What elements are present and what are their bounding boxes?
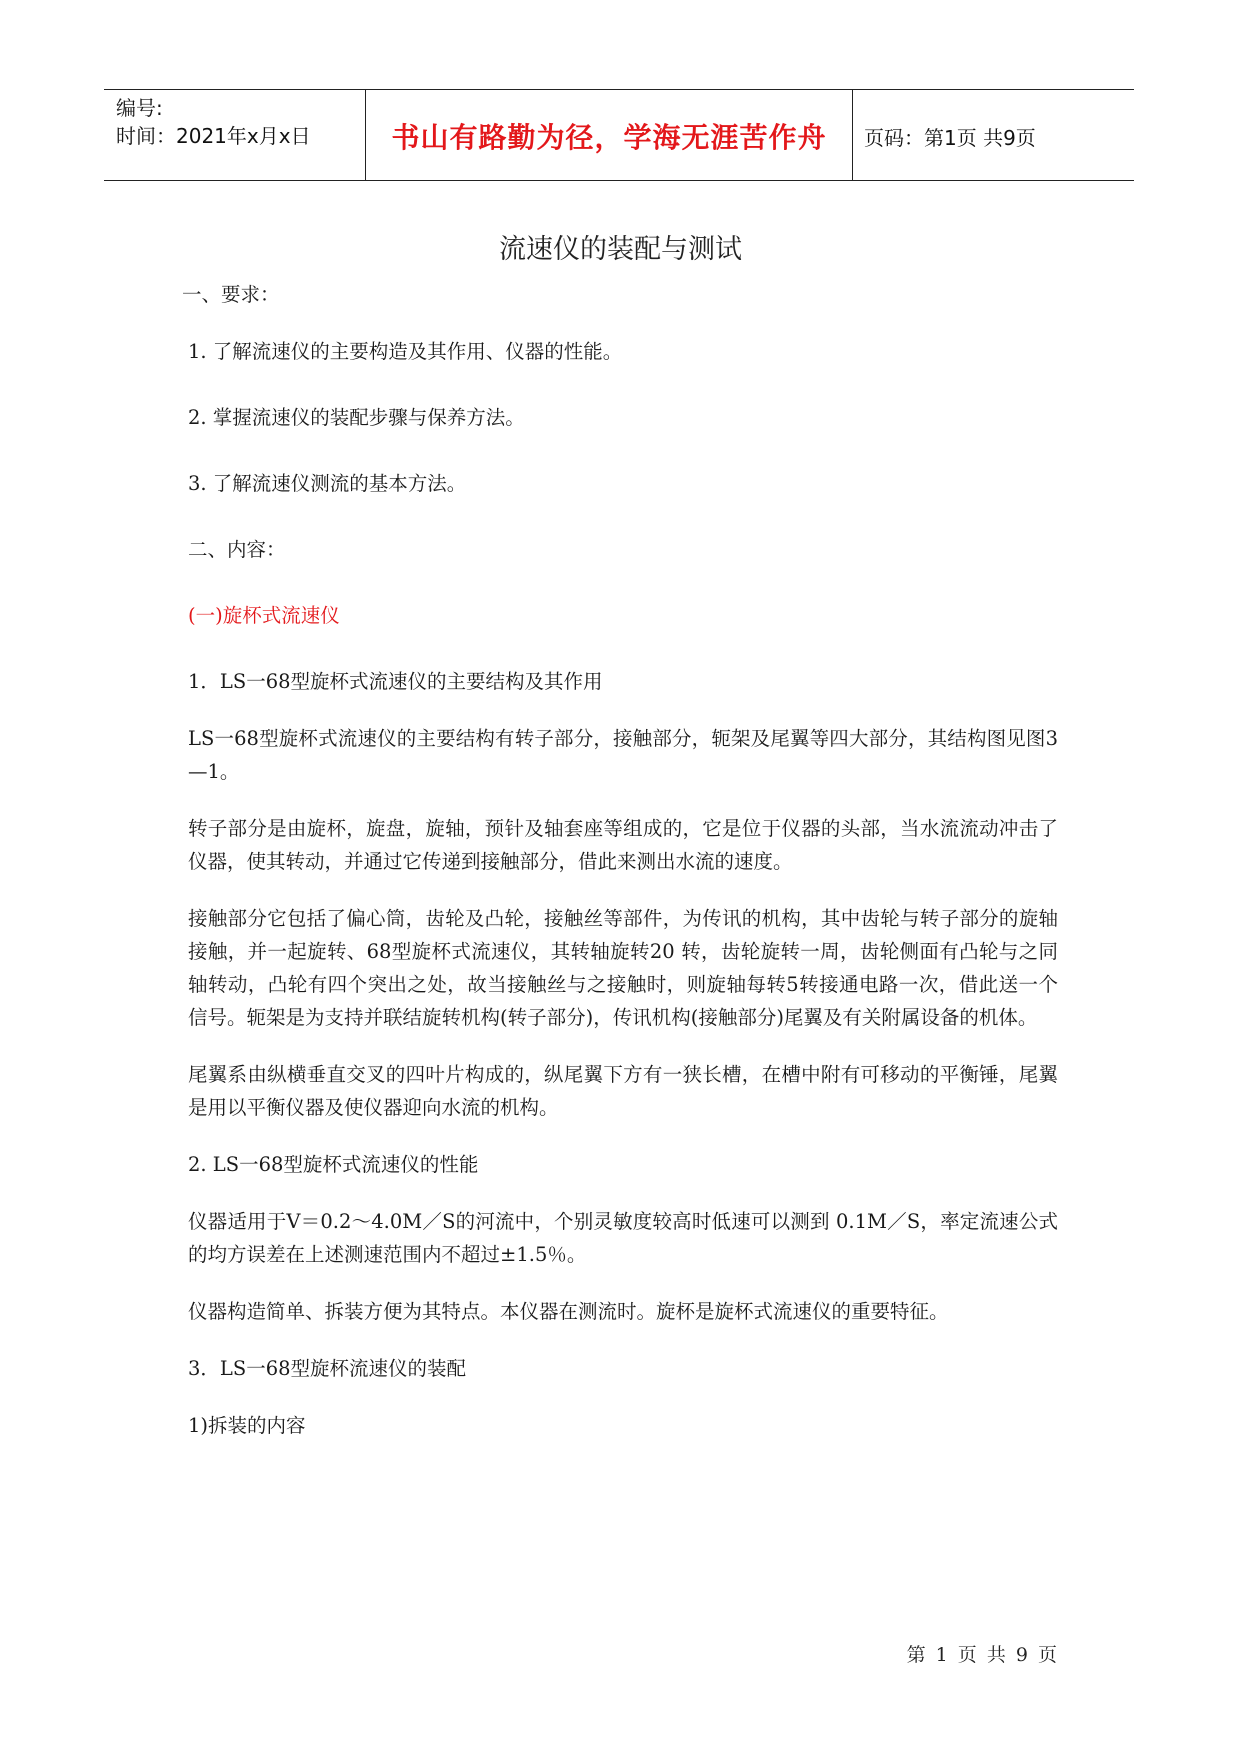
structure-heading: 1．LS一68型旋杯式流速仪的主要结构及其作用	[188, 670, 603, 693]
contact-paragraph: 接触部分它包括了偏心筒，齿轮及凸轮，接触丝等部件，为传讯的机构，其中齿轮与转子部分的旋轴接触，并一起旋转、68型旋杯式流速仪，其转轴旋转20 转，齿轮旋转一周，齿轮侧面有凸轮与之同轴转动，凸轮有四个突出之处，故当接触丝与之接触时，则旋轴每转5转接通电路一次，借此送一个信号。轭架是为支持并联结旋转机构(转子部分)，传讯机构(接触部分)尾翼及有关附属设备的机体。	[188, 907, 1058, 1029]
rotor-paragraph: 转子部分是由旋杯，旋盘，旋轴，预针及轴套座等组成的，它是位于仪器的头部，当水流流动冲击了仪器，使其转动，并通过它传递到接触部分，借此来测出水流的速度。	[188, 817, 1058, 873]
structure-paragraph: LS一68型旋杯式流速仪的主要结构有转子部分，接触部分，轭架及尾翼等四大部分，其结构图见图3—1。	[188, 727, 1058, 783]
header-page-code: 页码：第1页 共9页	[864, 126, 1036, 150]
page-header	[104, 89, 1134, 181]
requirements-heading: 一、要求：	[182, 283, 280, 306]
tail-paragraph: 尾翼系由纵横垂直交叉的四叶片构成的，纵尾翼下方有一狭长槽，在槽中附有可移动的平衡锤，尾翼是用以平衡仪器及使仪器迎向水流的机构。	[188, 1063, 1058, 1119]
disassembly-subheading: 1)拆装的内容	[188, 1414, 306, 1437]
header-motto: 书山有路勤为径，学海无涯苦作舟	[391, 121, 827, 154]
requirement-item-1: 1. 了解流速仪的主要构造及其作用、仪器的性能。	[188, 340, 623, 363]
time-label: 时间：2021年x月x日	[116, 124, 311, 148]
content-heading: 二、内容：	[188, 538, 286, 561]
header-meta	[116, 94, 366, 150]
serial-number-label: 编号:	[116, 96, 163, 120]
requirement-item-3: 3. 了解流速仪测流的基本方法。	[188, 472, 467, 495]
page-footer: 第 1 页 共 9 页	[906, 1644, 1059, 1666]
cup-type-subheading: (一)旋杯式流速仪	[188, 604, 340, 627]
header-divider-right	[852, 90, 853, 180]
feature-paragraph: 仪器构造简单、拆装方便为其特点。本仪器在测流时。旋杯是旋杯式流速仪的重要特征。	[188, 1300, 949, 1323]
assembly-heading: 3．LS一68型旋杯流速仪的装配	[188, 1357, 467, 1380]
document-body	[182, 278, 1058, 1442]
performance-paragraph: 仪器适用于V＝0.2～4.0M／S的河流中，个别灵敏度较高时低速可以测到 0.1M／S，率定流速公式的均方误差在上述测速范围内不超过±1.5％。	[188, 1210, 1058, 1266]
performance-heading: 2. LS一68型旋杯式流速仪的性能	[188, 1153, 479, 1176]
requirement-item-2: 2. 掌握流速仪的装配步骤与保养方法。	[188, 406, 525, 429]
document-title: 流速仪的装配与测试	[499, 234, 742, 265]
